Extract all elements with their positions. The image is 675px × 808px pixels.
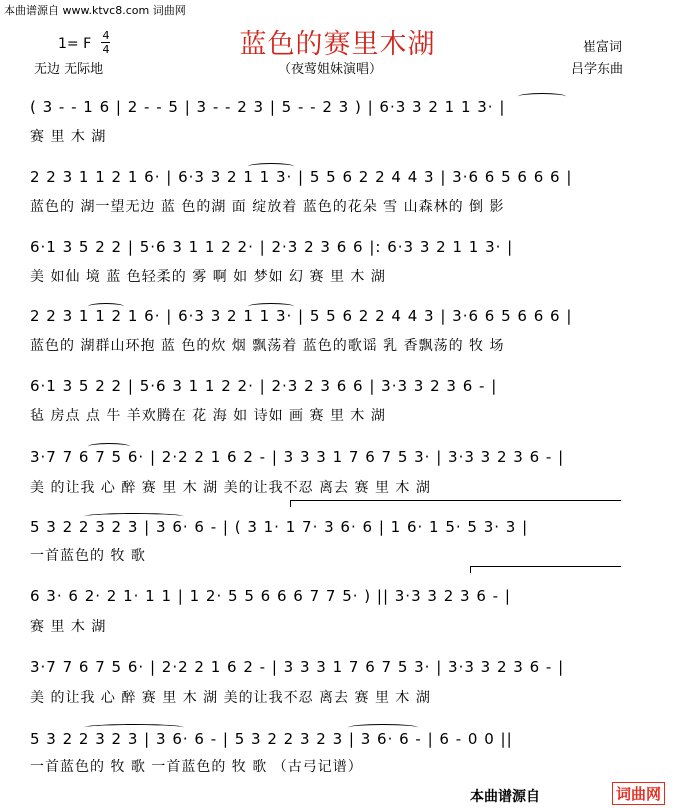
notation-row-5: 6·1 3 5 2 2 | 5·6 3 1 1 2 2· | 2·3 2 3 6 6 | 3·3 3 2 3 6 - | <box>30 377 498 395</box>
slur <box>88 443 130 450</box>
slur <box>348 724 418 731</box>
slur <box>84 513 184 520</box>
bottom-watermark-left: 本曲谱源自 <box>470 789 540 805</box>
song-title: 蓝色的赛里木湖 <box>239 29 436 60</box>
lyrics-row-1: 赛 里 木 湖 <box>30 129 107 145</box>
time-top: 4 <box>102 29 110 42</box>
notation-row-8: 6 3· 6 2· 2 1· 1 1 | 1 2· 5 5 6 6 6 7 7 5· ) || 3·3 3 2 3 6 - | <box>30 587 511 605</box>
slur <box>84 724 184 731</box>
lyrics-row-10: 一首蓝色的 牧 歌 一首蓝色的 牧 歌 （古弓记谱） <box>30 759 363 775</box>
slur <box>248 303 294 310</box>
lyrics-row-5: 毡 房点 点 牛 羊欢腾在 花 海 如 诗如 画 赛 里 木 湖 <box>30 408 386 424</box>
lyricist: 崔富词 <box>583 40 623 55</box>
notation-row-9: 3·7 7 6 7 5 6· | 2·2 2 1 6 2 - | 3 3 3 1 7 6 7 5 3· | 3·3 3 2 3 6 - | <box>30 658 565 676</box>
slur <box>248 163 294 170</box>
source-watermark: 本曲谱源自 www.ktvc8.com 词曲网 <box>4 4 186 17</box>
bottom-watermark-logo: 词曲网 <box>612 782 665 805</box>
volta-bracket-2 <box>470 566 621 573</box>
notation-row-10: 5 3 2 2 3 2 3 | 3 6· 6 - | 5 3 2 2 3 2 3 | 3 6· 6 - | 6 - 0 0 || <box>30 730 513 748</box>
notation-row-4: 2 2 3 1 1 2 1 6· | 6·3 3 2 1 1 3· | 5 5 6 2 2 4 4 3 | 3·6 6 5 6 6 6 | <box>30 307 573 325</box>
lyrics-row-4: 蓝色的 湖群山环抱 蓝 色的炊 烟 飘荡着 蓝色的歌谣 乳 香飘荡的 牧 场 <box>30 338 505 354</box>
time-signature <box>101 30 111 55</box>
performer: （夜莺姐妹演唱） <box>278 62 383 77</box>
lyrics-row-7: 一首蓝色的 牧 歌 <box>30 548 146 564</box>
time-bottom: 4 <box>102 43 110 56</box>
lyrics-row-9: 美 的让我 心 醉 赛 里 木 湖 美的让我不忍 离去 赛 里 木 湖 <box>30 690 431 706</box>
key-signature: 1= F <box>58 36 92 52</box>
tempo-marking: 无边 无际地 <box>34 62 104 77</box>
composer: 吕学东曲 <box>571 62 624 77</box>
notation-row-6: 3·7 7 6 7 5 6· | 2·2 2 1 6 2 - | 3 3 3 1 7 6 7 5 3· | 3·3 3 2 3 6 - | <box>30 448 565 466</box>
notation-row-7: 5 3 2 2 3 2 3 | 3 6· 6 - | ( 3 1· 1 7· 3 6· 6 | 1 6· 1 5· 5 3· 3 | <box>30 518 529 536</box>
volta-bracket-1 <box>290 500 621 507</box>
slur <box>88 303 124 310</box>
slur <box>518 93 566 100</box>
lyrics-row-8: 赛 里 木 湖 <box>30 619 107 635</box>
notation-row-1: ( 3 - - 1 6 | 2 - - 5 | 3 - - 2 3 | 5 - - 2 3 ) | 6·3 3 2 1 1 3· | <box>30 98 506 116</box>
notation-row-2: 2 2 3 1 1 2 1 6· | 6·3 3 2 1 1 3· | 5 5 6 2 2 4 4 3 | 3·6 6 5 6 6 6 | <box>30 168 573 186</box>
lyrics-row-3: 美 如仙 境 蓝 色轻柔的 雾 啊 如 梦如 幻 赛 里 木 湖 <box>30 269 386 285</box>
notation-row-3: 6·1 3 5 2 2 | 5·6 3 1 1 2 2· | 2·3 2 3 6 6 |: 6·3 3 2 1 1 3· | <box>30 238 514 256</box>
lyrics-row-2: 蓝色的 湖一望无边 蓝 色的湖 面 绽放着 蓝色的花朵 雪 山森林的 倒 影 <box>30 199 505 215</box>
lyrics-row-6: 美 的让我 心 醉 赛 里 木 湖 美的让我不忍 离去 赛 里 木 湖 <box>30 480 431 496</box>
